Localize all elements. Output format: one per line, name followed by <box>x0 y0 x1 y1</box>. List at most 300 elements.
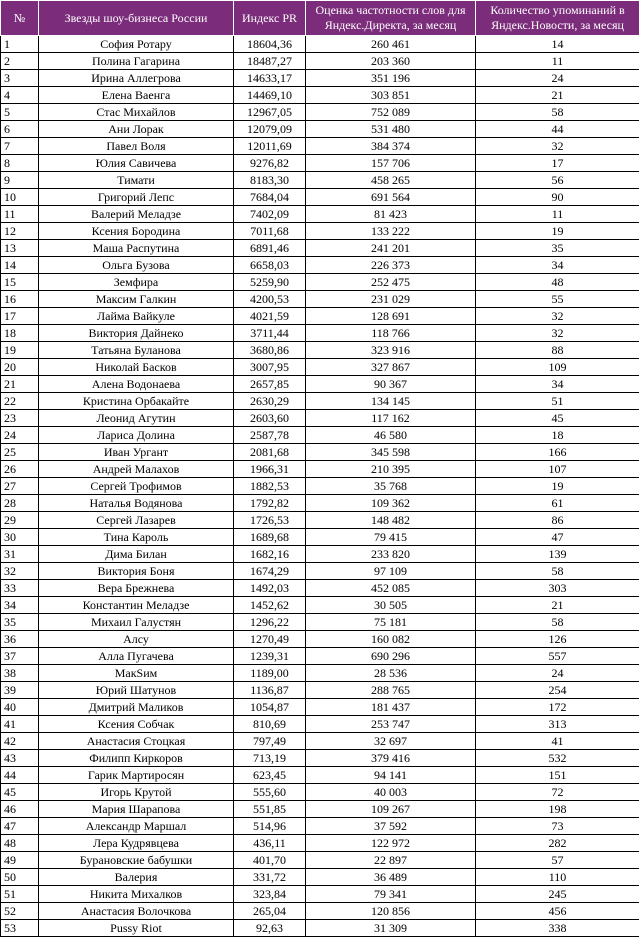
star-name-cell: Анастасия Стоцкая <box>39 733 234 750</box>
star-name-cell: Лариса Долина <box>39 427 234 444</box>
table-row <box>1 104 639 121</box>
star-name-cell: Вера Брежнева <box>39 580 234 597</box>
pr-index-cell: 6891,46 <box>234 240 306 257</box>
pr-index-cell: 2603,60 <box>234 410 306 427</box>
star-name-cell: Валерия <box>39 869 234 886</box>
direct-frequency-cell: 97 109 <box>306 563 476 580</box>
pr-index-cell: 8183,30 <box>234 172 306 189</box>
pr-index-cell: 1296,22 <box>234 614 306 631</box>
star-name-cell: Юрий Шатунов <box>39 682 234 699</box>
news-mentions-cell: 254 <box>476 682 639 699</box>
pr-index-cell: 2630,29 <box>234 393 306 410</box>
news-mentions-cell: 198 <box>476 801 639 818</box>
pr-index-cell: 3711,44 <box>234 325 306 342</box>
table-row <box>1 852 639 869</box>
pr-index-cell: 555,60 <box>234 784 306 801</box>
table-row <box>1 869 639 886</box>
pr-index-cell: 713,19 <box>234 750 306 767</box>
row-number-cell: 22 <box>1 393 39 410</box>
star-name-cell: Павел Воля <box>39 138 234 155</box>
news-mentions-cell: 17 <box>476 155 639 172</box>
star-name-cell: Дима Билан <box>39 546 234 563</box>
star-name-cell: Полина Гагарина <box>39 53 234 70</box>
pr-index-cell: 92,63 <box>234 920 306 937</box>
header-yandex-direct-frequency: Оценка частотности слов для Яндекс.Директа, за месяц <box>306 1 476 36</box>
direct-frequency-cell: 122 972 <box>306 835 476 852</box>
direct-frequency-cell: 35 768 <box>306 478 476 495</box>
table-row <box>1 240 639 257</box>
row-number-cell: 8 <box>1 155 39 172</box>
star-name-cell: Ксения Собчак <box>39 716 234 733</box>
row-number-cell: 24 <box>1 427 39 444</box>
pr-index-cell: 436,11 <box>234 835 306 852</box>
pr-index-cell: 1136,87 <box>234 682 306 699</box>
pr-index-cell: 7684,04 <box>234 189 306 206</box>
table-row <box>1 189 639 206</box>
row-number-cell: 18 <box>1 325 39 342</box>
star-name-cell: Виктория Дайнеко <box>39 325 234 342</box>
row-number-cell: 25 <box>1 444 39 461</box>
pr-index-cell: 1270,49 <box>234 631 306 648</box>
star-name-cell: Николай Басков <box>39 359 234 376</box>
news-mentions-cell: 32 <box>476 308 639 325</box>
pr-index-cell: 1452,62 <box>234 597 306 614</box>
news-mentions-cell: 18 <box>476 427 639 444</box>
row-number-cell: 51 <box>1 886 39 903</box>
row-number-cell: 11 <box>1 206 39 223</box>
news-mentions-cell: 86 <box>476 512 639 529</box>
direct-frequency-cell: 134 145 <box>306 393 476 410</box>
pr-index-cell: 12967,05 <box>234 104 306 121</box>
header-number: № <box>1 1 39 36</box>
news-mentions-cell: 110 <box>476 869 639 886</box>
news-mentions-cell: 41 <box>476 733 639 750</box>
table-row <box>1 835 639 852</box>
news-mentions-cell: 57 <box>476 852 639 869</box>
pr-index-cell: 5259,90 <box>234 274 306 291</box>
table-row <box>1 648 639 665</box>
star-name-cell: София Ротару <box>39 36 234 53</box>
table-row <box>1 699 639 716</box>
direct-frequency-cell: 36 489 <box>306 869 476 886</box>
pr-index-cell: 1966,31 <box>234 461 306 478</box>
direct-frequency-cell: 40 003 <box>306 784 476 801</box>
news-mentions-cell: 338 <box>476 920 639 937</box>
table-row <box>1 767 639 784</box>
star-name-cell: Андрей Малахов <box>39 461 234 478</box>
pr-index-cell: 4200,53 <box>234 291 306 308</box>
row-number-cell: 23 <box>1 410 39 427</box>
direct-frequency-cell: 233 820 <box>306 546 476 563</box>
direct-frequency-cell: 691 564 <box>306 189 476 206</box>
row-number-cell: 29 <box>1 512 39 529</box>
direct-frequency-cell: 120 856 <box>306 903 476 920</box>
news-mentions-cell: 19 <box>476 478 639 495</box>
news-mentions-cell: 313 <box>476 716 639 733</box>
table-row <box>1 886 639 903</box>
row-number-cell: 15 <box>1 274 39 291</box>
table-row <box>1 70 639 87</box>
pr-index-cell: 9276,82 <box>234 155 306 172</box>
star-name-cell: Леонид Агутин <box>39 410 234 427</box>
pr-index-cell: 1189,00 <box>234 665 306 682</box>
row-number-cell: 52 <box>1 903 39 920</box>
direct-frequency-cell: 75 181 <box>306 614 476 631</box>
table-row <box>1 580 639 597</box>
direct-frequency-cell: 231 029 <box>306 291 476 308</box>
table-row <box>1 784 639 801</box>
news-mentions-cell: 172 <box>476 699 639 716</box>
pr-index-cell: 7402,09 <box>234 206 306 223</box>
row-number-cell: 27 <box>1 478 39 495</box>
news-mentions-cell: 151 <box>476 767 639 784</box>
table-row <box>1 36 639 53</box>
news-mentions-cell: 47 <box>476 529 639 546</box>
news-mentions-cell: 557 <box>476 648 639 665</box>
direct-frequency-cell: 109 362 <box>306 495 476 512</box>
star-name-cell: Тина Кароль <box>39 529 234 546</box>
star-name-cell: МакSим <box>39 665 234 682</box>
direct-frequency-cell: 203 360 <box>306 53 476 70</box>
direct-frequency-cell: 46 580 <box>306 427 476 444</box>
direct-frequency-cell: 345 598 <box>306 444 476 461</box>
direct-frequency-cell: 303 851 <box>306 87 476 104</box>
table-row <box>1 308 639 325</box>
table-row <box>1 529 639 546</box>
news-mentions-cell: 61 <box>476 495 639 512</box>
star-name-cell: Никита Михалков <box>39 886 234 903</box>
news-mentions-cell: 51 <box>476 393 639 410</box>
star-name-cell: Ани Лорак <box>39 121 234 138</box>
table-row <box>1 359 639 376</box>
star-name-cell: Земфира <box>39 274 234 291</box>
direct-frequency-cell: 30 505 <box>306 597 476 614</box>
direct-frequency-cell: 241 201 <box>306 240 476 257</box>
row-number-cell: 38 <box>1 665 39 682</box>
row-number-cell: 30 <box>1 529 39 546</box>
table-row <box>1 665 639 682</box>
pr-index-cell: 12011,69 <box>234 138 306 155</box>
table-row <box>1 716 639 733</box>
direct-frequency-cell: 181 437 <box>306 699 476 716</box>
pr-index-cell: 1674,29 <box>234 563 306 580</box>
pr-index-cell: 4021,59 <box>234 308 306 325</box>
star-name-cell: Сергей Трофимов <box>39 478 234 495</box>
news-mentions-cell: 58 <box>476 563 639 580</box>
news-mentions-cell: 45 <box>476 410 639 427</box>
table-row <box>1 87 639 104</box>
news-mentions-cell: 14 <box>476 36 639 53</box>
pr-index-cell: 1726,53 <box>234 512 306 529</box>
header-row <box>1 1 639 36</box>
news-mentions-cell: 24 <box>476 665 639 682</box>
star-name-cell: Алена Водонаева <box>39 376 234 393</box>
table-body <box>1 36 639 937</box>
direct-frequency-cell: 22 897 <box>306 852 476 869</box>
table-row <box>1 342 639 359</box>
news-mentions-cell: 11 <box>476 206 639 223</box>
star-name-cell: Максим Галкин <box>39 291 234 308</box>
direct-frequency-cell: 79 415 <box>306 529 476 546</box>
star-name-cell: Pussy Riot <box>39 920 234 937</box>
row-number-cell: 10 <box>1 189 39 206</box>
table-row <box>1 206 639 223</box>
row-number-cell: 48 <box>1 835 39 852</box>
star-name-cell: Александр Маршал <box>39 818 234 835</box>
star-name-cell: Мария Шарапова <box>39 801 234 818</box>
pr-index-cell: 6658,03 <box>234 257 306 274</box>
news-mentions-cell: 88 <box>476 342 639 359</box>
pr-index-cell: 810,69 <box>234 716 306 733</box>
news-mentions-cell: 245 <box>476 886 639 903</box>
direct-frequency-cell: 752 089 <box>306 104 476 121</box>
star-name-cell: Валерий Меладзе <box>39 206 234 223</box>
star-name-cell: Дмитрий Маликов <box>39 699 234 716</box>
star-name-cell: Лайма Вайкуле <box>39 308 234 325</box>
star-name-cell: Анастасия Волочкова <box>39 903 234 920</box>
star-name-cell: Елена Ваенга <box>39 87 234 104</box>
pr-index-cell: 265,04 <box>234 903 306 920</box>
pr-index-cell: 2587,78 <box>234 427 306 444</box>
direct-frequency-cell: 452 085 <box>306 580 476 597</box>
star-name-cell: Бурановские бабушки <box>39 852 234 869</box>
direct-frequency-cell: 128 691 <box>306 308 476 325</box>
news-mentions-cell: 34 <box>476 376 639 393</box>
row-number-cell: 7 <box>1 138 39 155</box>
direct-frequency-cell: 79 341 <box>306 886 476 903</box>
star-name-cell: Ксения Бородина <box>39 223 234 240</box>
row-number-cell: 2 <box>1 53 39 70</box>
news-mentions-cell: 21 <box>476 597 639 614</box>
table-row <box>1 750 639 767</box>
table-row <box>1 512 639 529</box>
direct-frequency-cell: 384 374 <box>306 138 476 155</box>
star-name-cell: Алсу <box>39 631 234 648</box>
direct-frequency-cell: 327 867 <box>306 359 476 376</box>
star-name-cell: Стас Михайлов <box>39 104 234 121</box>
direct-frequency-cell: 288 765 <box>306 682 476 699</box>
table-row <box>1 920 639 937</box>
table-header <box>1 1 639 36</box>
star-name-cell: Наталья Водянова <box>39 495 234 512</box>
direct-frequency-cell: 28 536 <box>306 665 476 682</box>
news-mentions-cell: 90 <box>476 189 639 206</box>
pr-index-cell: 14469,10 <box>234 87 306 104</box>
pr-index-cell: 323,84 <box>234 886 306 903</box>
row-number-cell: 3 <box>1 70 39 87</box>
star-name-cell: Лера Кудрявцева <box>39 835 234 852</box>
direct-frequency-cell: 351 196 <box>306 70 476 87</box>
row-number-cell: 40 <box>1 699 39 716</box>
direct-frequency-cell: 37 592 <box>306 818 476 835</box>
pr-index-cell: 3680,86 <box>234 342 306 359</box>
table-row <box>1 291 639 308</box>
row-number-cell: 46 <box>1 801 39 818</box>
pr-index-cell: 2657,85 <box>234 376 306 393</box>
direct-frequency-cell: 94 141 <box>306 767 476 784</box>
direct-frequency-cell: 252 475 <box>306 274 476 291</box>
star-name-cell: Татьяна Буланова <box>39 342 234 359</box>
row-number-cell: 41 <box>1 716 39 733</box>
table-row <box>1 376 639 393</box>
direct-frequency-cell: 148 482 <box>306 512 476 529</box>
star-name-cell: Гарик Мартиросян <box>39 767 234 784</box>
news-mentions-cell: 73 <box>476 818 639 835</box>
header-yandex-news-mentions: Количество упоминаний в Яндекс.Новости, за месяц <box>476 1 639 36</box>
row-number-cell: 13 <box>1 240 39 257</box>
pr-index-cell: 3007,95 <box>234 359 306 376</box>
direct-frequency-cell: 226 373 <box>306 257 476 274</box>
star-name-cell: Виктория Боня <box>39 563 234 580</box>
row-number-cell: 49 <box>1 852 39 869</box>
news-mentions-cell: 58 <box>476 614 639 631</box>
row-number-cell: 39 <box>1 682 39 699</box>
table-row <box>1 614 639 631</box>
header-pr-index: Индекс PR <box>234 1 306 36</box>
table-row <box>1 138 639 155</box>
news-mentions-cell: 532 <box>476 750 639 767</box>
direct-frequency-cell: 31 309 <box>306 920 476 937</box>
table-row <box>1 444 639 461</box>
table-row <box>1 393 639 410</box>
news-mentions-cell: 48 <box>476 274 639 291</box>
table-row <box>1 733 639 750</box>
table-row <box>1 172 639 189</box>
news-mentions-cell: 56 <box>476 172 639 189</box>
table-row <box>1 53 639 70</box>
table-row <box>1 818 639 835</box>
row-number-cell: 34 <box>1 597 39 614</box>
direct-frequency-cell: 157 706 <box>306 155 476 172</box>
row-number-cell: 50 <box>1 869 39 886</box>
row-number-cell: 20 <box>1 359 39 376</box>
pr-index-cell: 1239,31 <box>234 648 306 665</box>
row-number-cell: 32 <box>1 563 39 580</box>
pr-index-cell: 1682,16 <box>234 546 306 563</box>
pr-index-cell: 331,72 <box>234 869 306 886</box>
pr-index-cell: 2081,68 <box>234 444 306 461</box>
star-name-cell: Тимати <box>39 172 234 189</box>
direct-frequency-cell: 81 423 <box>306 206 476 223</box>
direct-frequency-cell: 117 162 <box>306 410 476 427</box>
table-row <box>1 155 639 172</box>
row-number-cell: 9 <box>1 172 39 189</box>
direct-frequency-cell: 160 082 <box>306 631 476 648</box>
table-row <box>1 903 639 920</box>
row-number-cell: 1 <box>1 36 39 53</box>
header-star-name: Звезды шоу-бизнеса России <box>39 1 234 36</box>
direct-frequency-cell: 379 416 <box>306 750 476 767</box>
news-mentions-cell: 107 <box>476 461 639 478</box>
table-row <box>1 410 639 427</box>
star-name-cell: Филипп Киркоров <box>39 750 234 767</box>
row-number-cell: 17 <box>1 308 39 325</box>
row-number-cell: 16 <box>1 291 39 308</box>
table-row <box>1 495 639 512</box>
news-mentions-cell: 72 <box>476 784 639 801</box>
table-row <box>1 274 639 291</box>
direct-frequency-cell: 133 222 <box>306 223 476 240</box>
row-number-cell: 36 <box>1 631 39 648</box>
pr-index-cell: 551,85 <box>234 801 306 818</box>
direct-frequency-cell: 323 916 <box>306 342 476 359</box>
direct-frequency-cell: 210 395 <box>306 461 476 478</box>
news-mentions-cell: 166 <box>476 444 639 461</box>
row-number-cell: 4 <box>1 87 39 104</box>
star-name-cell: Константин Меладзе <box>39 597 234 614</box>
star-name-cell: Иван Ургант <box>39 444 234 461</box>
direct-frequency-cell: 109 267 <box>306 801 476 818</box>
star-name-cell: Игорь Крутой <box>39 784 234 801</box>
table-row <box>1 121 639 138</box>
pr-index-cell: 12079,09 <box>234 121 306 138</box>
row-number-cell: 6 <box>1 121 39 138</box>
news-mentions-cell: 303 <box>476 580 639 597</box>
news-mentions-cell: 282 <box>476 835 639 852</box>
row-number-cell: 33 <box>1 580 39 597</box>
pr-index-cell: 1792,82 <box>234 495 306 512</box>
row-number-cell: 21 <box>1 376 39 393</box>
row-number-cell: 45 <box>1 784 39 801</box>
table-row <box>1 801 639 818</box>
row-number-cell: 42 <box>1 733 39 750</box>
pr-index-cell: 514,96 <box>234 818 306 835</box>
direct-frequency-cell: 118 766 <box>306 325 476 342</box>
row-number-cell: 37 <box>1 648 39 665</box>
table-row <box>1 546 639 563</box>
star-name-cell: Юлия Савичева <box>39 155 234 172</box>
row-number-cell: 14 <box>1 257 39 274</box>
star-name-cell: Кристина Орбакайте <box>39 393 234 410</box>
row-number-cell: 53 <box>1 920 39 937</box>
pr-index-cell: 1492,03 <box>234 580 306 597</box>
star-name-cell: Ольга Бузова <box>39 257 234 274</box>
table-row <box>1 223 639 240</box>
table-row <box>1 478 639 495</box>
table-row <box>1 597 639 614</box>
news-mentions-cell: 32 <box>476 138 639 155</box>
table-row <box>1 563 639 580</box>
row-number-cell: 28 <box>1 495 39 512</box>
pr-index-cell: 14633,17 <box>234 70 306 87</box>
news-mentions-cell: 35 <box>476 240 639 257</box>
pr-index-cell: 18487,27 <box>234 53 306 70</box>
row-number-cell: 35 <box>1 614 39 631</box>
pr-index-cell: 1882,53 <box>234 478 306 495</box>
table-row <box>1 631 639 648</box>
table-row <box>1 325 639 342</box>
news-mentions-cell: 126 <box>476 631 639 648</box>
news-mentions-cell: 19 <box>476 223 639 240</box>
news-mentions-cell: 109 <box>476 359 639 376</box>
news-mentions-cell: 44 <box>476 121 639 138</box>
direct-frequency-cell: 458 265 <box>306 172 476 189</box>
pr-index-cell: 7011,68 <box>234 223 306 240</box>
star-name-cell: Григорий Лепс <box>39 189 234 206</box>
news-mentions-cell: 456 <box>476 903 639 920</box>
direct-frequency-cell: 531 480 <box>306 121 476 138</box>
row-number-cell: 47 <box>1 818 39 835</box>
table-row <box>1 461 639 478</box>
pr-index-cell: 623,45 <box>234 767 306 784</box>
pr-index-cell: 1054,87 <box>234 699 306 716</box>
row-number-cell: 26 <box>1 461 39 478</box>
news-mentions-cell: 58 <box>476 104 639 121</box>
star-name-cell: Ирина Аллегрова <box>39 70 234 87</box>
direct-frequency-cell: 32 697 <box>306 733 476 750</box>
row-number-cell: 12 <box>1 223 39 240</box>
row-number-cell: 5 <box>1 104 39 121</box>
